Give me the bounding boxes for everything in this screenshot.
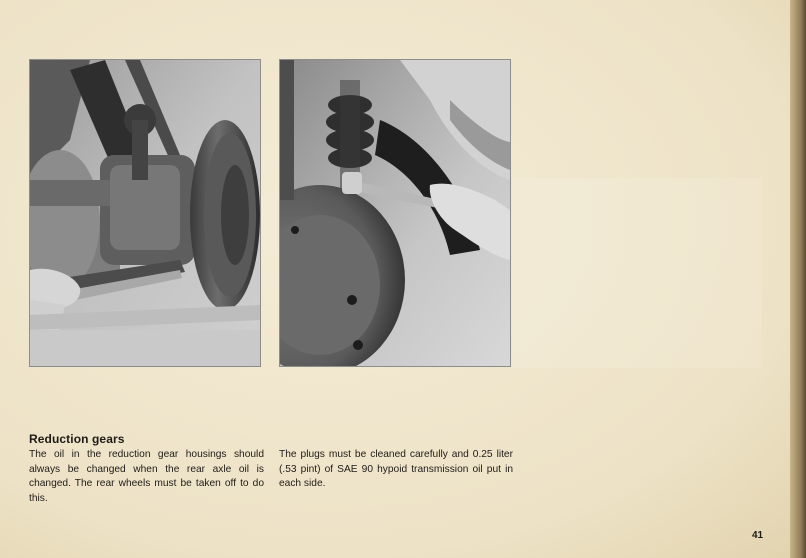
photo-reduction-gear-housing <box>29 59 261 367</box>
photo-filling-plug <box>279 59 511 367</box>
paragraph-left: The oil in the reduction gear housings should always be changed when the rear axle oil is changed. The rear wheels must be taken off to do this. <box>29 449 264 504</box>
page-number: 41 <box>752 530 764 541</box>
section-heading: Reduction gears <box>29 432 125 446</box>
show-through-shadow <box>512 178 762 368</box>
book-spine-edge <box>790 0 806 558</box>
paragraph-right: The plugs must be cleaned carefully and 0.25 liter (.53 pint) of SAE 90 hypoid transmission oil put in each side. <box>279 449 513 489</box>
